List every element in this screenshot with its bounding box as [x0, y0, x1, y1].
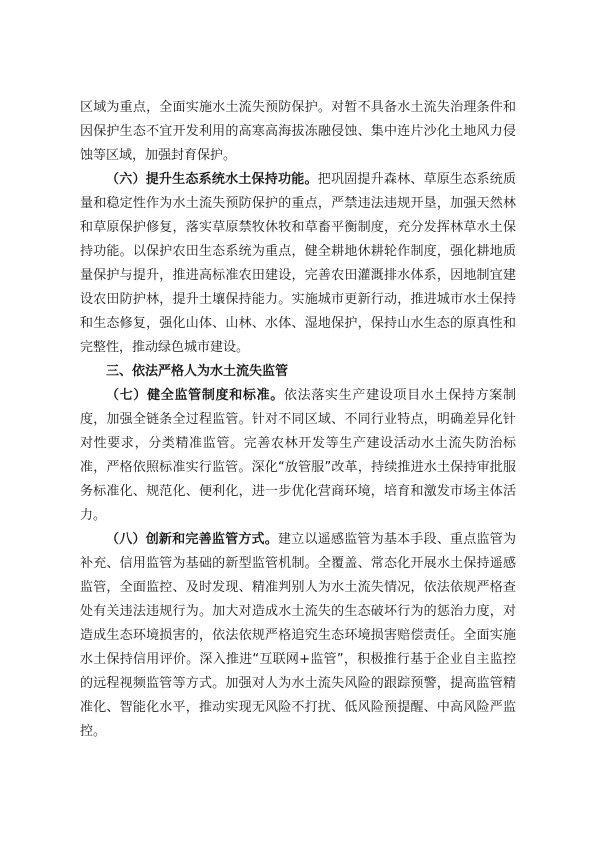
- item-8-heading: （八）创新和完善监管方式。: [106, 532, 279, 547]
- item-6-heading: （六）提升生态系统水土保持功能。: [106, 172, 318, 187]
- paragraph-item-7: [80, 384, 516, 528]
- item-7-body: 依法落实生产建设项目水土保持方案制度，加强全链条全过程监管。针对不同区域、不同行业特点，明确差异化针对性要求，分类精准监管。完善农林开发等生产建设活动水土流失防治标准，严格依照标准实行监管。深化“放管服”改革，持续推进水土保持审批服务标准化、规范化、便利化，进一步优化营商环境，培育和激发市场主体活力。: [80, 388, 516, 523]
- paragraph-item-6: [80, 168, 516, 360]
- item-7-heading: （七）健全监管制度和标准。: [106, 388, 284, 403]
- item-8-body: 建立以遥感监管为基本手段、重点监管为补充、信用监管为基础的新型监管机制。全覆盖、常态化开展水土保持遥感监管，全面监控、及时发现、精准判别人为水土流失情况，依法依规严格查处有关违法违规行为。加大对造成水土流失的生态破坏行为的惩治力度，对造成生态环境损害的，依法依规严格追究生态环境损害赔偿责任。全面实施水土保持信用评价。深入推进“互联网+监管”，积极推行基于企业自主监控的远程视频监管等方式。加强对人为水土流失风险的跟踪预警，提高监管精准化、智能化水平，推动实现无风险不打扰、低风险预提醒、中高风险严监控。: [80, 532, 516, 739]
- document-body: [80, 96, 516, 744]
- paragraph-item-8: [80, 528, 516, 744]
- item-6-body: 把巩固提升森林、草原生态系统质量和稳定性作为水土流失预防保护的重点，严禁违法违规开垦，加强天然林和草原保护修复，落实草原禁牧休牧和草畜平衡制度，充分发挥林草水土保持功能。以保护农田生态系统为重点，健全耕地休耕轮作制度，强化耕地质量保护与提升，推进高标准农田建设，完善农田灌溉排水体系，因地制宜建设农田防护林，提升土壤保持能力。实施城市更新行动，推进城市水土保持和生态修复，强化山体、山林、水体、湿地保护，保持山水生态的原真性和完整性，推动绿色城市建设。: [80, 172, 516, 355]
- section-3-heading: 三、依法严格人为水土流失监管: [106, 364, 289, 379]
- paragraph-continuation: 区域为重点，全面实施水土流失预防保护。对暂不具备水土流失治理条件和因保护生态不宜开发利用的高寒高海拔冻融侵蚀、集中连片沙化土地风力侵蚀等区域，加强封育保护。: [80, 100, 516, 163]
